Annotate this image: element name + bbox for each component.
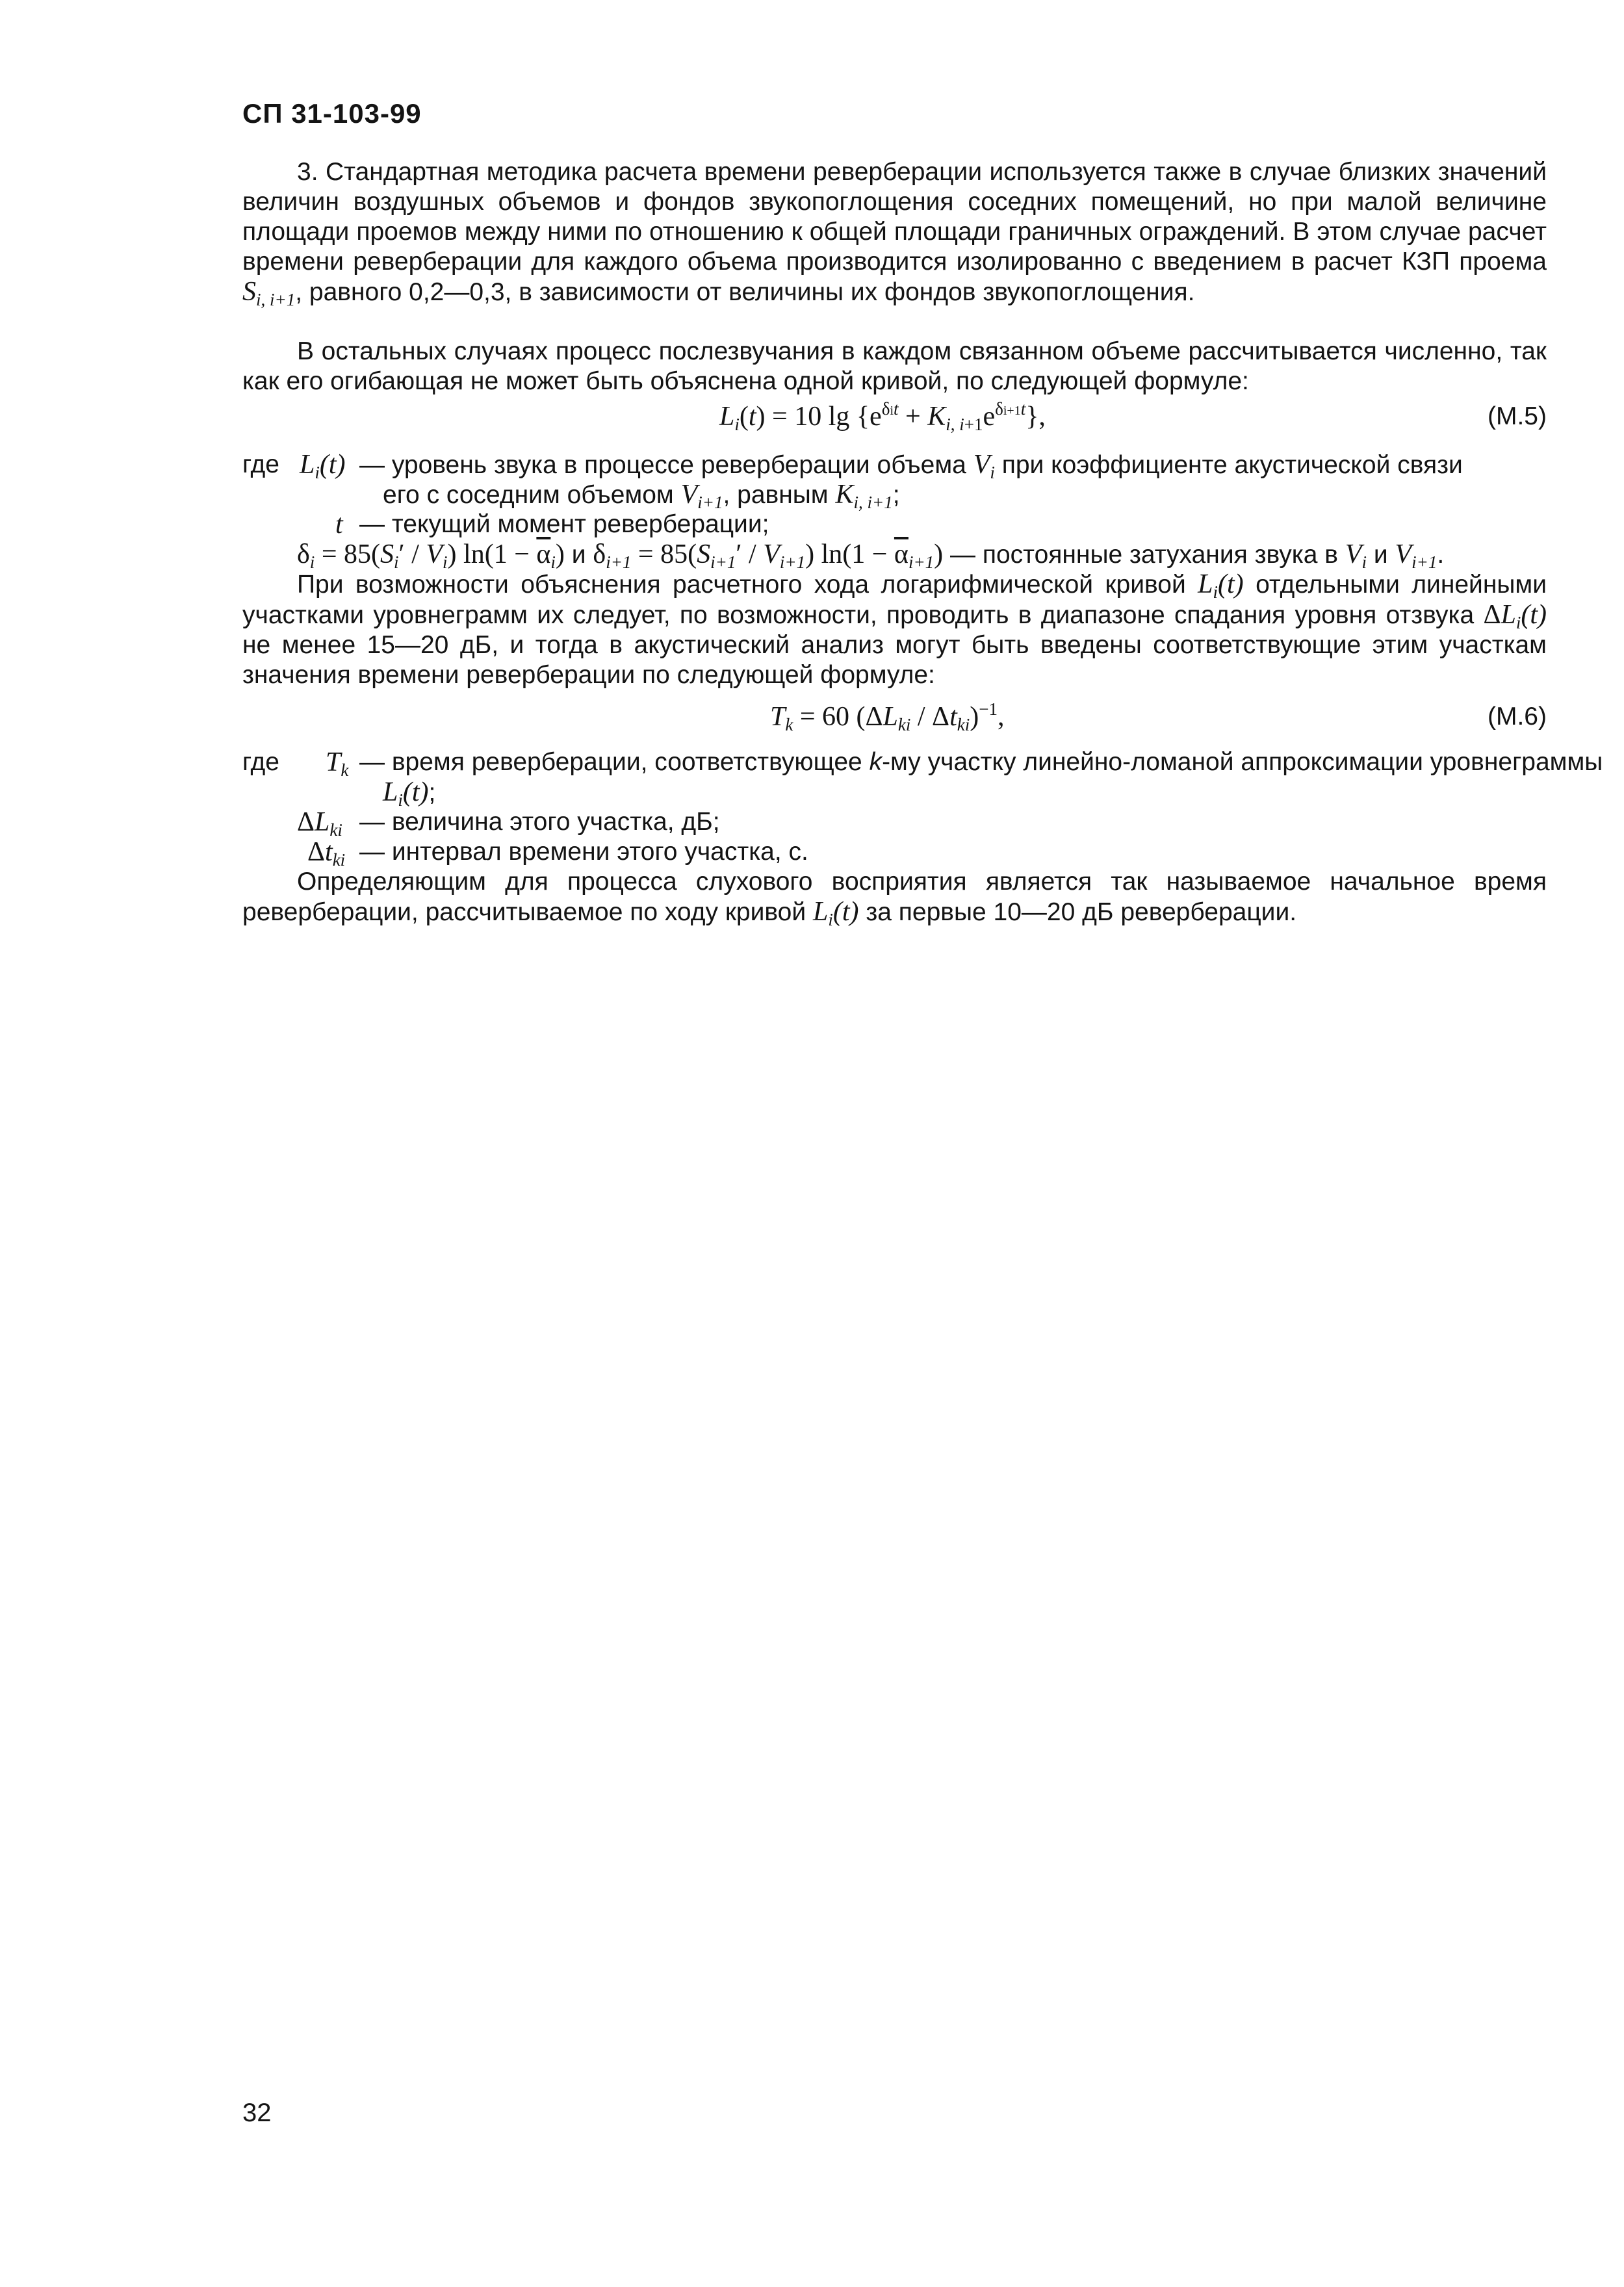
math-symbol: $L_i(t)$ (812, 897, 859, 929)
definition-text: -му участку линейно-ломаной аппроксимации уровнеграммы (882, 748, 1603, 776)
formula-number: (М.6) (1488, 703, 1547, 730)
paragraph-text: 3. Стандартная методика расчета времени реверберации используется также в случае близких значений величин воздушных объемов и фондов звукопоглощения соседних помещений, но при малой величине площади проемов между ними по отношению к общей площади граничных ограждений. В этом случае расчет времени реверберации для каждого объема производится изолированно с введением в расчет КЗП проема (242, 158, 1547, 276)
math-symbol: $\Delta L_i(t)$ (1483, 600, 1547, 632)
paragraph-text: При возможности объяснения расчетного хода логарифмической кривой (297, 571, 1186, 599)
paragraph-initial-time (242, 867, 1547, 927)
math-symbol: $L_i(t)$ (1198, 569, 1244, 602)
math-symbol: $L_i(t)$ (383, 777, 429, 810)
where-label: где (242, 450, 279, 478)
math-symbol: $\Delta L_{ki}$ (297, 807, 342, 840)
math-symbol: $V_i$ (973, 450, 995, 482)
paragraph-text: отдельными линейными участками уровнеграмм их следует, по возможности, проводить в диапазоне спадания уровня отзвука (242, 571, 1547, 629)
definition-text: , равным (723, 481, 829, 509)
math-symbol: $K_{i, i+1}$ (835, 480, 893, 512)
math-symbol: $V_{i+1}$ (1395, 539, 1437, 572)
math-symbol: $S_{i, i+1}$ (242, 277, 296, 309)
math-symbol: $T_k$ (326, 747, 349, 780)
formula-m6 (242, 699, 1547, 734)
math-symbol: $L_i(t)$ (300, 450, 346, 482)
definitions-m6: где $T_k$ — время реверберации, соответствующее k-му участку линейно-ломаной аппроксимации уровнеграммы $L_i(t)$; $\Delta L_{ki}$ — величина этого участка, дБ; $\Delta t_{ki}$ — интервал времени этого участка, с. (242, 747, 1603, 870)
definition-text: и (571, 541, 586, 569)
paragraph-log-curve (242, 569, 1547, 690)
math-symbol: $V_i$ (1345, 539, 1367, 572)
formula-number: (М.5) (1488, 402, 1547, 430)
paragraph-text: за первые 10—20 дБ реверберации. (866, 898, 1297, 926)
definition-text: — уровень звука в процессе реверберации объема (359, 451, 966, 479)
definition-text: и (1373, 541, 1388, 569)
definition-text: — величина этого участка, дБ; (359, 808, 720, 836)
paragraph-text: Определяющим для процесса слухового восприятия является так называемое начальное время реверберации, рассчитываемое по ходу кривой (242, 868, 1547, 926)
page-number: 32 (242, 2099, 272, 2127)
formula-m5 (242, 399, 1547, 434)
math-expression: $\delta_{i+1} = 85(S_{i+1}' / V_{i+1}) \ln(1 - \overline{\alpha}_{i+1})$ (593, 539, 944, 572)
document-code-header: СП 31-103-99 (242, 98, 422, 129)
definition-text: — постоянные затухания звука в (950, 541, 1338, 569)
formula-expression: $L_i(t) = 10$ $\lg \{e^{\delta it} + K_{i, i+1}e^{\delta i+1t}\}$, (719, 399, 1046, 434)
definitions-m5: где $L_i(t)$ — уровень звука в процессе реверберации объема $V_i$ при коэффициенте акустической связи его с соседним объемом $V_{i+1}$, равным $K_{i, i+1}$; t — текущий момент реверберации; $\delta_i = 85(S_i' / V_i) \ln(1 - \overline{\alpha}_i)$ и $\delta_{i+1} = 85(S_{i+1}' / V_{i+1}) \ln(1 - \overline{\alpha}_{i+1})$ — постоянные затухания звука в $V_i$ и $V_{i+1}$. (242, 450, 1463, 572)
paragraph-text: не менее 15—20 дБ, и тогда в акустический анализ могут быть введены соответствующие этим участкам значения времени реверберации по следующей формуле: (242, 631, 1547, 689)
math-symbol: $\Delta t_{ki}$ (307, 837, 346, 870)
paragraph-other-cases (242, 337, 1547, 396)
paragraph-text: , равного 0,2—0,3, в зависимости от величины их фондов звукопоглощения. (295, 278, 1195, 306)
formula-expression: $T_k = 60$ $(\Delta L_{ki} / \Delta t_{ki})^{-1}$, (770, 699, 1005, 734)
math-symbol: t (335, 510, 343, 539)
paragraph-text: В остальных случаях процесс послезвучания в каждом связанном объеме рассчитывается численно, так как его огибающая не может быть объяснена одной кривой, по следующей формуле: (242, 337, 1547, 395)
definition-text: — время реверберации, соответствующее (359, 748, 862, 776)
definition-text: — интервал времени этого участка, с. (359, 838, 808, 866)
math-expression: $\delta_i = 85(S_i' / V_i) \ln(1 - \overline{\alpha}_i)$ (297, 539, 565, 572)
where-label: где (242, 748, 279, 776)
math-symbol: $V_{i+1}$ (680, 480, 723, 512)
definition-text: при коэффициенте акустической связи (1001, 451, 1463, 479)
paragraph-standard-method (242, 157, 1547, 307)
definition-text: его с соседним объемом (383, 481, 674, 509)
definition-text: — текущий момент реверберации; (359, 510, 769, 538)
definition-text: k (869, 748, 883, 776)
